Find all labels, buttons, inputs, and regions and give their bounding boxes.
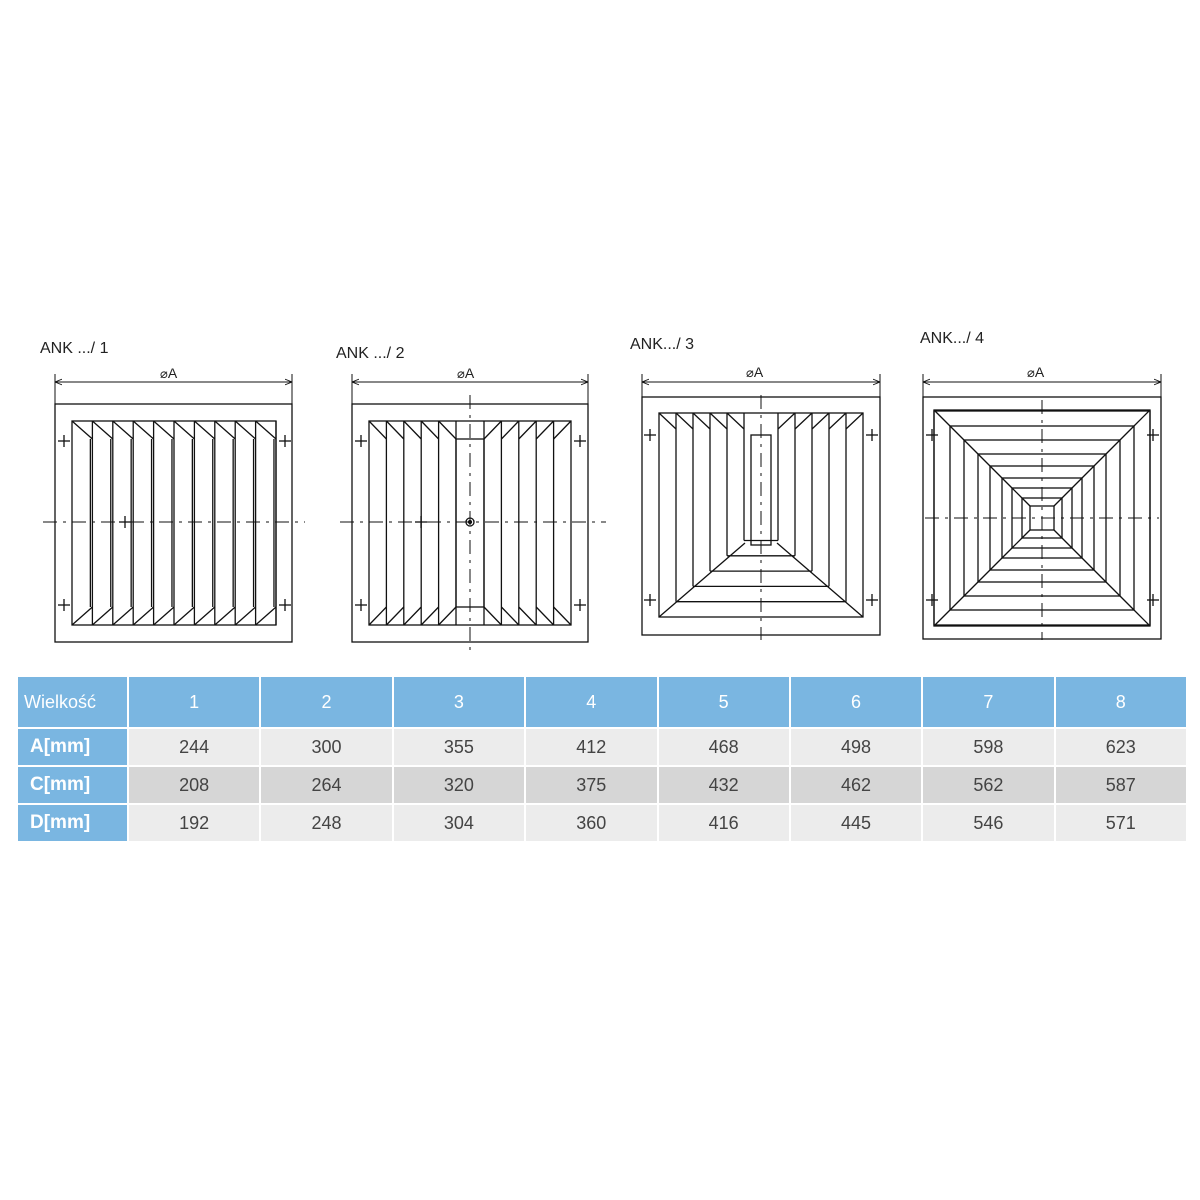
table-cell: 355 [393, 728, 525, 766]
table-cell: 562 [922, 766, 1054, 804]
diagram-ank-4 [923, 374, 1161, 640]
diameter-icon: ⌀ [1027, 366, 1035, 381]
diagram-ank-1 [43, 374, 305, 642]
size-col-3: 3 [393, 677, 525, 728]
table-cell: 498 [790, 728, 922, 766]
table-row-a [18, 728, 1187, 766]
diameter-icon: ⌀ [746, 366, 754, 381]
table-cell: 192 [128, 804, 260, 842]
table-cell: 248 [260, 804, 392, 842]
diameter-icon: ⌀ [160, 367, 168, 382]
table-cell: 375 [525, 766, 657, 804]
table-row-d [18, 804, 1187, 842]
row-label-d: D[mm] [18, 804, 128, 842]
diagram-ank-2 [340, 374, 606, 650]
diagram-label-2: ANK .../ 2 [336, 345, 405, 362]
size-col-8: 8 [1055, 677, 1187, 728]
size-table [18, 677, 1188, 843]
dimension-label-3: ⌀A [746, 364, 764, 381]
size-col-5: 5 [658, 677, 790, 728]
table-cell: 208 [128, 766, 260, 804]
table-cell: 360 [525, 804, 657, 842]
table-cell: 300 [260, 728, 392, 766]
dimension-label-1: ⌀A [160, 365, 178, 382]
table-cell: 416 [658, 804, 790, 842]
dimension-label-4: ⌀A [1027, 364, 1045, 381]
diagram-label-1: ANK .../ 1 [40, 340, 109, 357]
table-header-row [18, 677, 1187, 728]
table-cell: 571 [1055, 804, 1187, 842]
table-cell: 623 [1055, 728, 1187, 766]
table-row-c [18, 766, 1187, 804]
row-label-c: C[mm] [18, 766, 128, 804]
diagram-ank-3 [642, 374, 880, 640]
size-col-1: 1 [128, 677, 260, 728]
table-cell: 587 [1055, 766, 1187, 804]
dimension-label-2: ⌀A [457, 365, 475, 382]
table-cell: 546 [922, 804, 1054, 842]
table-cell: 304 [393, 804, 525, 842]
size-header-label: Wielkość [18, 677, 128, 728]
table-cell: 462 [790, 766, 922, 804]
table-cell: 468 [658, 728, 790, 766]
diagram-label-4: ANK.../ 4 [920, 330, 985, 347]
diameter-icon: ⌀ [457, 367, 465, 382]
size-col-7: 7 [922, 677, 1054, 728]
table-cell: 445 [790, 804, 922, 842]
size-col-6: 6 [790, 677, 922, 728]
table-cell: 320 [393, 766, 525, 804]
table-cell: 598 [922, 728, 1054, 766]
table-cell: 244 [128, 728, 260, 766]
row-label-a: A[mm] [18, 728, 128, 766]
table-cell: 412 [525, 728, 657, 766]
diagram-label-3: ANK.../ 3 [630, 336, 695, 353]
size-col-2: 2 [260, 677, 392, 728]
table-cell: 264 [260, 766, 392, 804]
size-col-4: 4 [525, 677, 657, 728]
table-cell: 432 [658, 766, 790, 804]
